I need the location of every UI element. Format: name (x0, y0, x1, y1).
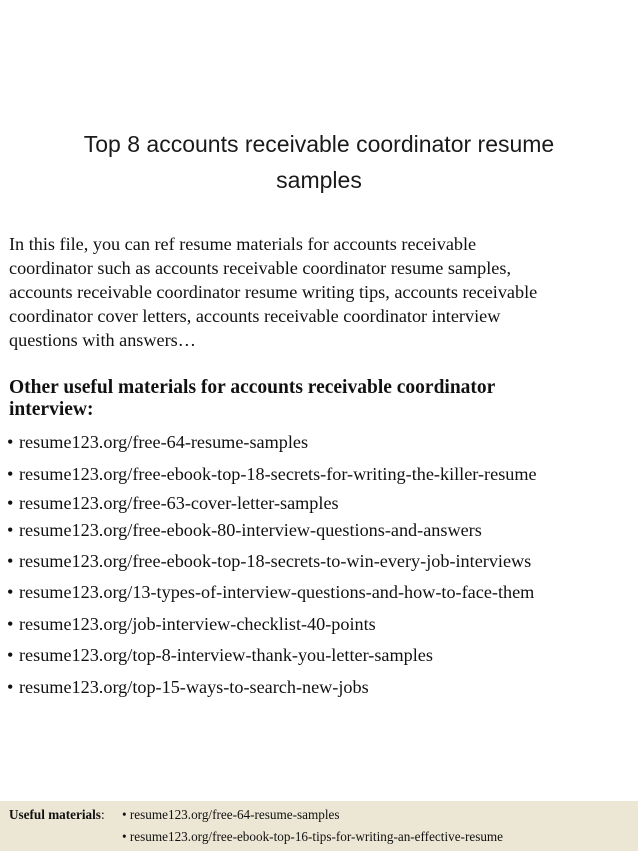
link-text[interactable]: resume123.org/top-8-interview-thank-you-letter-samples (19, 645, 433, 665)
resource-link[interactable] (7, 518, 482, 542)
footer-bar (0, 801, 638, 851)
bullet-icon: • (7, 432, 14, 452)
resource-link[interactable] (7, 612, 376, 636)
footer-link[interactable]: • resume123.org/free-ebook-top-16-tips-for-writing-an-effective-resume (122, 829, 504, 844)
footer-label-text: Useful materials (9, 807, 101, 822)
materials-heading: Other useful materials for accounts receivable coordinator interview: (9, 377, 496, 420)
bullet-icon: • (7, 645, 14, 665)
footer-label (9, 807, 105, 823)
footer-link[interactable]: • resume123.org/free-64-resume-samples (122, 807, 340, 822)
resource-link[interactable] (7, 549, 531, 573)
resource-link[interactable] (7, 430, 308, 454)
link-text[interactable]: resume123.org/free-64-resume-samples (19, 432, 309, 452)
resource-link[interactable] (7, 462, 537, 486)
bullet-icon: • (7, 677, 14, 697)
bullet-icon: • (7, 464, 14, 484)
link-text[interactable]: resume123.org/job-interview-checklist-40-points (19, 614, 376, 634)
link-text[interactable]: resume123.org/free-ebook-top-18-secrets-to-win-every-job-interviews (19, 551, 532, 571)
link-text[interactable]: resume123.org/free-ebook-top-18-secrets-for-writing-the-killer-resume (19, 464, 537, 484)
bullet-icon: • (7, 582, 14, 602)
title-line-2: samples (276, 167, 362, 193)
resource-link[interactable] (7, 491, 339, 515)
bullet-icon: • (7, 614, 14, 634)
bullet-icon: • (7, 493, 14, 513)
title-line-1: Top 8 accounts receivable coordinator resume (83, 131, 555, 157)
resource-link[interactable] (7, 643, 433, 667)
bullet-icon: • (7, 551, 14, 571)
link-text[interactable]: resume123.org/free-ebook-80-interview-questions-and-answers (19, 520, 482, 540)
resource-link[interactable] (7, 580, 534, 604)
resource-link[interactable] (7, 675, 369, 699)
footer-label-colon: : (100, 807, 105, 822)
link-text[interactable]: resume123.org/13-types-of-interview-questions-and-how-to-face-them (19, 582, 535, 602)
intro-paragraph: In this file, you can ref resume materials for accounts receivable coordinator such as accounts receivable coordinator resume samples, accounts receivable coordinator resume writing tips, accounts receivable coordinator cover letters, accounts receivable coordinator interview questions with answers… (9, 234, 538, 350)
link-text[interactable]: resume123.org/top-15-ways-to-search-new-jobs (19, 677, 369, 697)
page-title (30, 126, 608, 198)
link-text[interactable]: resume123.org/free-63-cover-letter-samples (19, 493, 339, 513)
bullet-icon: • (7, 520, 14, 540)
